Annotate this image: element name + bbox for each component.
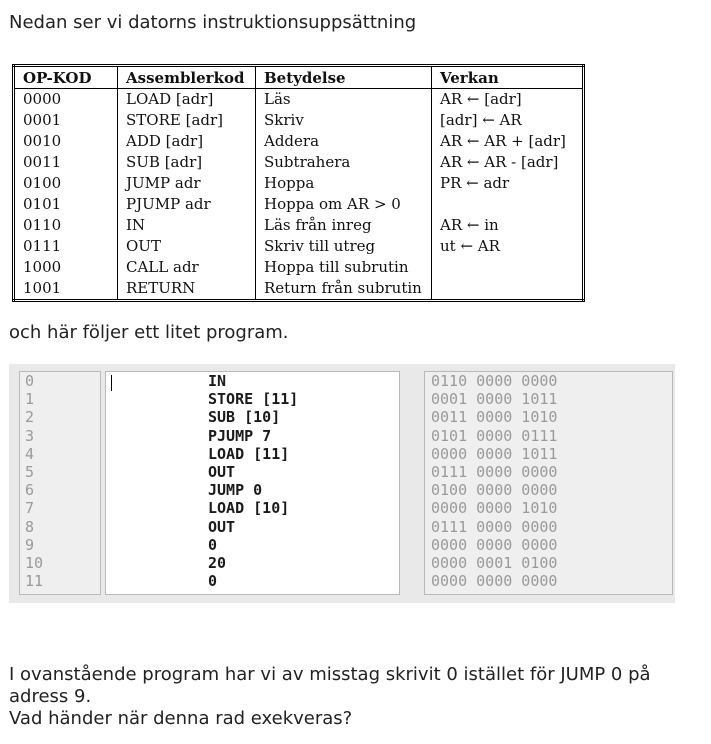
code-line: OUT: [208, 462, 236, 481]
header-meaning: Betydelse: [256, 66, 432, 89]
cell-meaning: Addera: [256, 131, 432, 152]
cell-assembler-code: CALL adr: [118, 257, 256, 278]
code-line: JUMP 0: [208, 481, 263, 500]
question-text: Vad händer när denna rad exekveras?: [9, 708, 353, 729]
cell-meaning: Läs: [256, 89, 432, 111]
program-panel: [9, 364, 675, 603]
code-line: OUT: [208, 517, 236, 536]
line-number: 6: [25, 481, 35, 500]
table-row: [14, 257, 584, 278]
code-line: IN: [208, 372, 227, 390]
cell-effect: [432, 194, 584, 215]
cell-assembler-code: RETURN: [118, 278, 256, 301]
line-number: 9: [25, 535, 35, 554]
instruction-set-table: [12, 64, 585, 302]
cell-meaning: Skriv: [256, 110, 432, 131]
line-number: 1: [25, 390, 35, 409]
cell-op-code: 0110: [23, 216, 62, 234]
cell-op-code: 1001: [23, 279, 62, 297]
cell-effect: [adr] ← AR: [432, 110, 584, 131]
machine-code-line: 0110 0000 0000: [431, 372, 558, 390]
table-row: [14, 215, 584, 236]
table-row: [14, 89, 584, 111]
cell-assembler-code: LOAD [adr]: [118, 89, 256, 111]
cell-assembler-code: PJUMP adr: [118, 194, 256, 215]
line-number: 3: [25, 426, 35, 445]
cell-assembler-code: SUB [adr]: [118, 152, 256, 173]
cell-effect: AR ← AR - [adr]: [432, 152, 584, 173]
cell-op-code: 0001: [23, 111, 62, 129]
table-row: [14, 173, 584, 194]
machine-code-line: 0101 0000 0111: [431, 426, 558, 445]
code-line: SUB [10]: [208, 408, 281, 427]
code-line: PJUMP 7: [208, 426, 272, 445]
cell-effect: AR ← in: [432, 215, 584, 236]
cell-meaning: Subtrahera: [256, 152, 432, 173]
cell-op-code: 0100: [23, 174, 62, 192]
cell-effect: [432, 278, 584, 301]
intro-text: Nedan ser vi datorns instruktionsuppsättning: [9, 12, 417, 33]
cell-op-code: 1000: [23, 258, 62, 276]
machine-code-line: 0000 0001 0100: [431, 553, 558, 572]
cell-assembler-code: OUT: [118, 236, 256, 257]
table-row: [14, 110, 584, 131]
cell-op-code: 0111: [23, 237, 62, 255]
cell-effect: PR ← adr: [432, 173, 584, 194]
machine-code-line: 0001 0000 1011: [431, 390, 558, 409]
code-line: LOAD [10]: [208, 499, 290, 518]
cell-assembler-code: ADD [adr]: [118, 131, 256, 152]
cell-meaning: Skriv till utreg: [256, 236, 432, 257]
code-line: 0: [208, 535, 218, 554]
machine-code-panel: [424, 371, 673, 595]
table-row: [14, 194, 584, 215]
table-row: [14, 278, 584, 301]
cell-meaning: Return från subrutin: [256, 278, 432, 301]
line-number: 10: [25, 553, 44, 572]
cell-effect: [432, 257, 584, 278]
cell-op-code: 0010: [23, 132, 62, 150]
mistake-note-text: I ovanstående program har vi av misstag skrivit 0 istället för JUMP 0 på adress 9.: [9, 664, 651, 707]
line-number-gutter: [19, 371, 101, 595]
cell-assembler-code: STORE [adr]: [118, 110, 256, 131]
line-number: 4: [25, 444, 35, 463]
machine-code-line: 0000 0000 1011: [431, 444, 558, 463]
header-effect: Verkan: [432, 66, 584, 89]
line-number: 2: [25, 408, 35, 427]
cell-op-code: 0000: [23, 90, 62, 108]
cell-assembler-code: JUMP adr: [118, 173, 256, 194]
machine-code-line: 0000 0000 0000: [431, 535, 558, 554]
code-line: 20: [208, 553, 227, 572]
line-number: 7: [25, 499, 35, 518]
machine-code-line: 0111 0000 0000: [431, 462, 558, 481]
cell-meaning: Hoppa till subrutin: [256, 257, 432, 278]
cell-assembler-code: IN: [118, 215, 256, 236]
assembly-code-editor[interactable]: [105, 371, 400, 595]
machine-code-line: 0100 0000 0000: [431, 481, 558, 500]
machine-code-line: 0111 0000 0000: [431, 517, 558, 536]
code-line: STORE [11]: [208, 390, 299, 409]
line-number: 0: [25, 372, 35, 390]
code-line: 0: [208, 572, 218, 591]
text-cursor: [111, 375, 112, 391]
code-line: LOAD [11]: [208, 444, 290, 463]
cell-meaning: Hoppa: [256, 173, 432, 194]
machine-code-line: 0000 0000 0000: [431, 572, 558, 591]
line-number: 11: [25, 572, 44, 591]
machine-code-line: 0000 0000 1010: [431, 499, 558, 518]
cell-effect: AR ← [adr]: [432, 89, 584, 111]
table-row: [14, 131, 584, 152]
cell-op-code: 0011: [23, 153, 62, 171]
header-assembler: Assemblerkod: [118, 66, 256, 89]
cell-meaning: Hoppa om AR > 0: [256, 194, 432, 215]
header-op-code: OP-KOD: [14, 66, 118, 89]
cell-effect: ut ← AR: [432, 236, 584, 257]
line-number: 8: [25, 517, 35, 536]
table-header-row: [14, 66, 584, 89]
table-row: [14, 236, 584, 257]
program-intro-text: och här följer ett litet program.: [9, 322, 289, 343]
cell-op-code: 0101: [23, 195, 62, 213]
line-number: 5: [25, 462, 35, 481]
cell-meaning: Läs från inreg: [256, 215, 432, 236]
cell-effect: AR ← AR + [adr]: [432, 131, 584, 152]
machine-code-line: 0011 0000 1010: [431, 408, 558, 427]
table-row: [14, 152, 584, 173]
